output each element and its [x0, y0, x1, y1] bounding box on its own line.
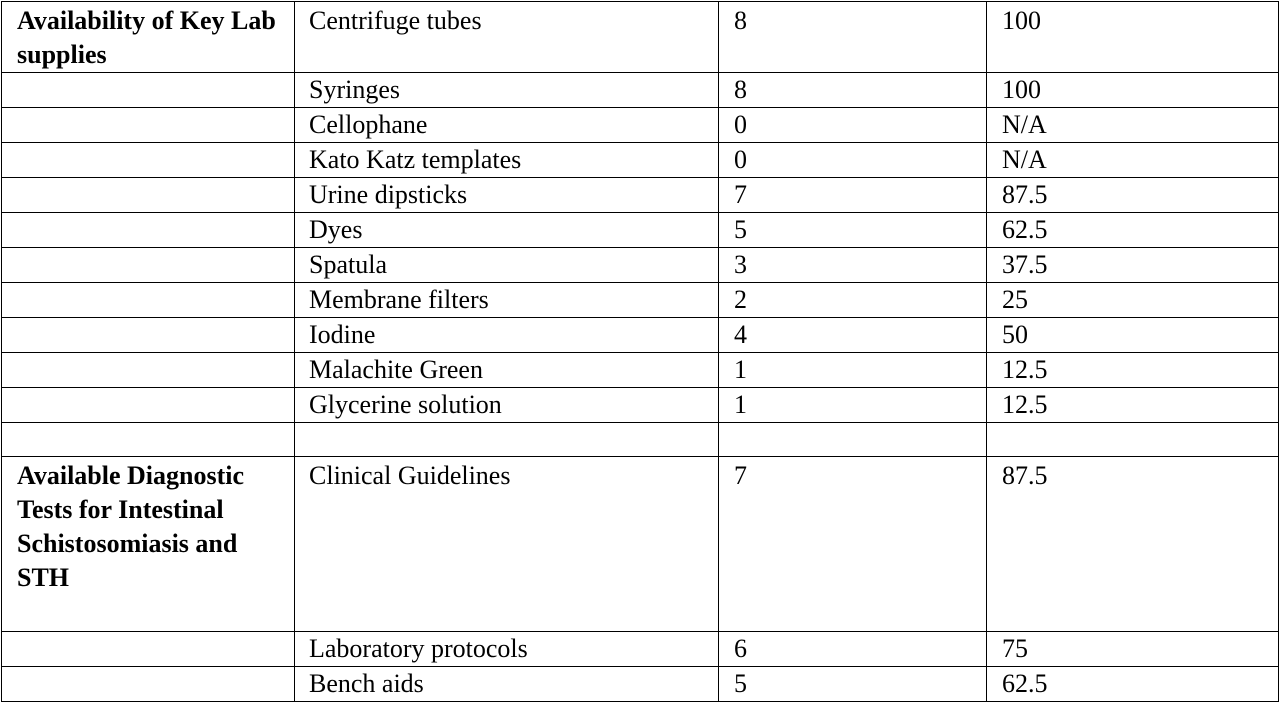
category-cell	[2, 353, 295, 388]
percent-cell: 75	[987, 632, 1279, 667]
count-cell: 2	[719, 283, 987, 318]
category-cell	[2, 632, 295, 667]
category-cell	[2, 213, 295, 248]
category-cell	[2, 283, 295, 318]
table-row	[2, 108, 1279, 143]
item-cell: Urine dipsticks	[295, 178, 719, 213]
count-cell: 3	[719, 248, 987, 283]
table-row	[2, 318, 1279, 353]
percent-cell: N/A	[987, 143, 1279, 178]
table-row	[2, 353, 1279, 388]
item-cell: Clinical Guidelines	[295, 457, 719, 632]
count-cell: 0	[719, 108, 987, 143]
count-cell: 4	[719, 318, 987, 353]
percent-cell: 62.5	[987, 213, 1279, 248]
count-cell: 5	[719, 667, 987, 702]
empty-cell	[295, 423, 719, 457]
category-cell	[2, 667, 295, 702]
count-cell: 1	[719, 353, 987, 388]
count-cell: 8	[719, 73, 987, 108]
percent-cell: 37.5	[987, 248, 1279, 283]
item-cell: Laboratory protocols	[295, 632, 719, 667]
count-cell: 8	[719, 2, 987, 73]
table-row	[2, 213, 1279, 248]
empty-cell	[987, 423, 1279, 457]
category-cell	[2, 143, 295, 178]
category-cell	[2, 108, 295, 143]
table-row	[2, 632, 1279, 667]
table-row	[2, 73, 1279, 108]
table-row	[2, 283, 1279, 318]
category-cell	[2, 178, 295, 213]
percent-cell: N/A	[987, 108, 1279, 143]
count-cell: 6	[719, 632, 987, 667]
item-cell: Bench aids	[295, 667, 719, 702]
table-row	[2, 667, 1279, 702]
percent-cell: 62.5	[987, 667, 1279, 702]
item-cell: Malachite Green	[295, 353, 719, 388]
item-cell: Spatula	[295, 248, 719, 283]
category-cell: Available Diagnostic Tests for Intestinal Schistosomiasis and STH	[2, 457, 295, 632]
item-cell: Syringes	[295, 73, 719, 108]
category-cell	[2, 73, 295, 108]
percent-cell: 50	[987, 318, 1279, 353]
item-cell: Glycerine solution	[295, 388, 719, 423]
empty-cell	[2, 423, 295, 457]
item-cell: Membrane filters	[295, 283, 719, 318]
count-cell: 7	[719, 457, 987, 632]
empty-cell	[719, 423, 987, 457]
item-cell: Kato Katz templates	[295, 143, 719, 178]
category-cell: Availability of Key Lab supplies	[2, 2, 295, 73]
percent-cell: 12.5	[987, 353, 1279, 388]
category-cell	[2, 388, 295, 423]
percent-cell: 25	[987, 283, 1279, 318]
table-row	[2, 388, 1279, 423]
item-cell: Cellophane	[295, 108, 719, 143]
item-cell: Iodine	[295, 318, 719, 353]
table-body	[2, 2, 1279, 702]
count-cell: 5	[719, 213, 987, 248]
supplies-table	[1, 1, 1279, 702]
percent-cell: 12.5	[987, 388, 1279, 423]
table-row	[2, 143, 1279, 178]
item-cell: Centrifuge tubes	[295, 2, 719, 73]
item-cell: Dyes	[295, 213, 719, 248]
percent-cell: 100	[987, 73, 1279, 108]
category-cell	[2, 318, 295, 353]
table-row	[2, 2, 1279, 73]
table-row	[2, 178, 1279, 213]
percent-cell: 87.5	[987, 457, 1279, 632]
count-cell: 1	[719, 388, 987, 423]
table-row	[2, 248, 1279, 283]
count-cell: 0	[719, 143, 987, 178]
category-cell	[2, 248, 295, 283]
percent-cell: 87.5	[987, 178, 1279, 213]
percent-cell: 100	[987, 2, 1279, 73]
empty-row	[2, 423, 1279, 457]
table-row	[2, 457, 1279, 632]
count-cell: 7	[719, 178, 987, 213]
